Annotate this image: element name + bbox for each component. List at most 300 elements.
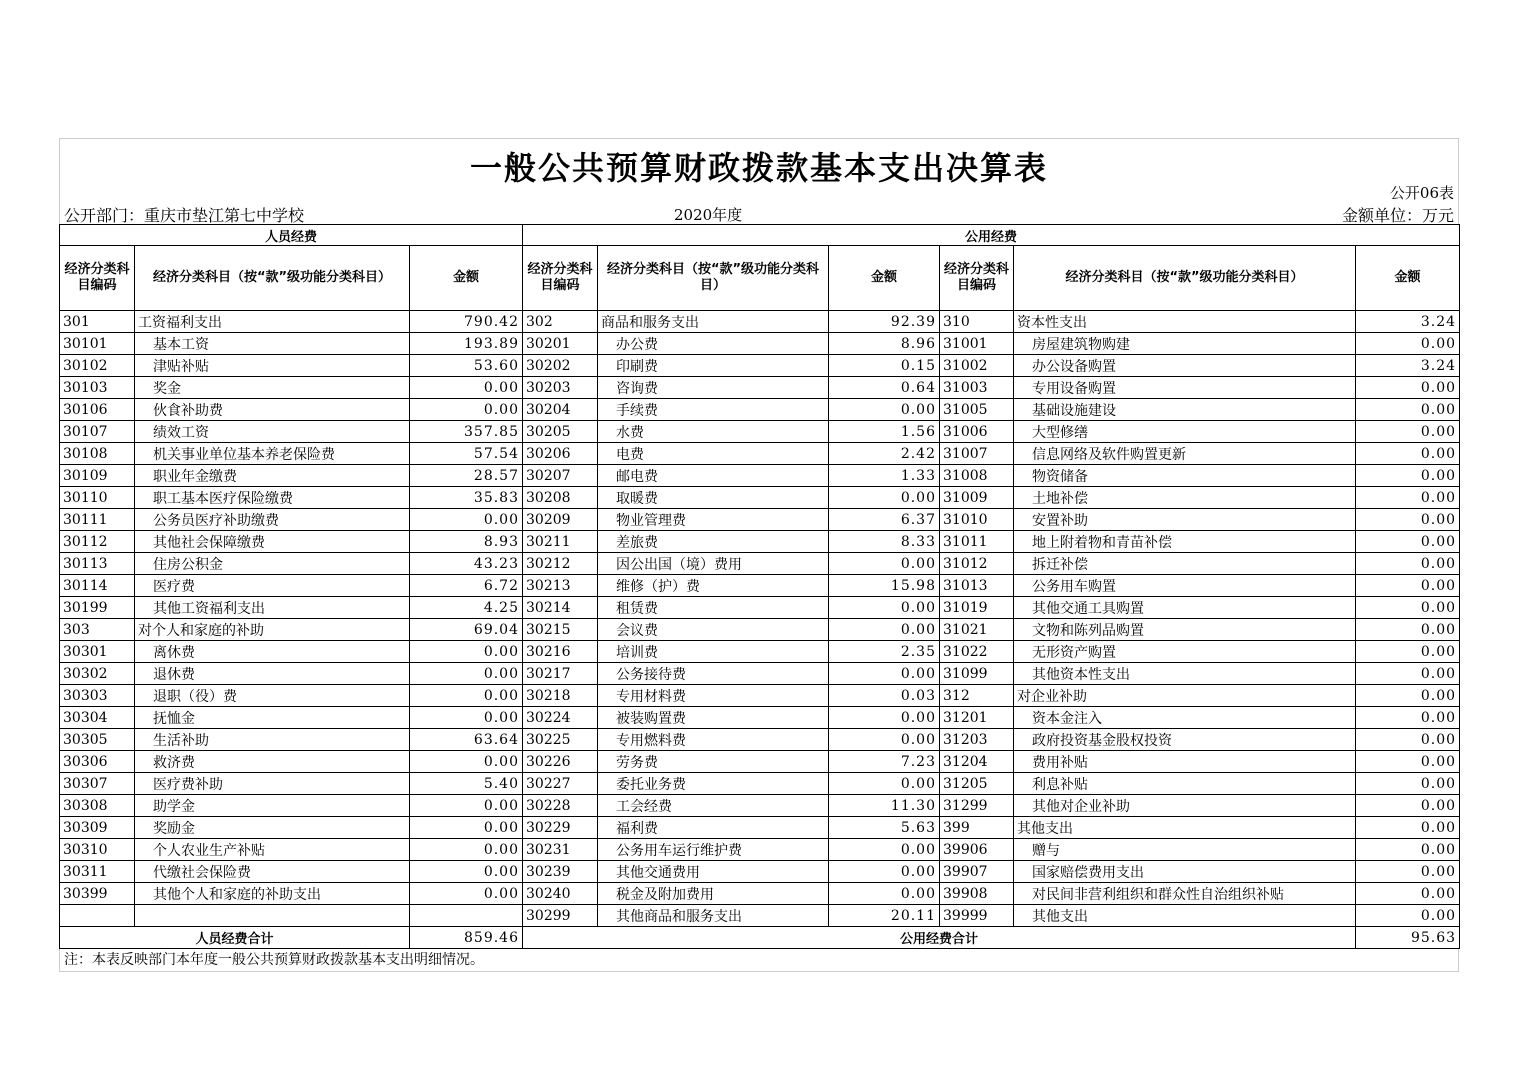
code-cell: 30215 bbox=[523, 619, 598, 641]
name-cell: 住房公积金 bbox=[135, 553, 410, 575]
table-row bbox=[60, 487, 1460, 509]
amount-cell: 0.00 bbox=[1356, 817, 1460, 839]
table-row bbox=[60, 597, 1460, 619]
name-cell: 专用材料费 bbox=[598, 685, 829, 707]
code-cell: 30228 bbox=[523, 795, 598, 817]
name-cell: 资本性支出 bbox=[1014, 311, 1356, 333]
amount-cell: 6.37 bbox=[829, 509, 940, 531]
code-cell: 31003 bbox=[940, 377, 1014, 399]
amount-cell: 0.00 bbox=[1356, 421, 1460, 443]
amount-cell: 2.35 bbox=[829, 641, 940, 663]
name-cell: 印刷费 bbox=[598, 355, 829, 377]
code-cell: 301 bbox=[60, 311, 135, 333]
table-row bbox=[60, 663, 1460, 685]
code-cell: 30109 bbox=[60, 465, 135, 487]
code-cell: 31204 bbox=[940, 751, 1014, 773]
name-cell: 商品和服务支出 bbox=[598, 311, 829, 333]
code-cell: 30216 bbox=[523, 641, 598, 663]
code-cell: 30309 bbox=[60, 817, 135, 839]
code-cell: 30111 bbox=[60, 509, 135, 531]
name-cell: 物业管理费 bbox=[598, 509, 829, 531]
budget-sheet bbox=[59, 138, 1459, 972]
amount-cell: 53.60 bbox=[410, 355, 523, 377]
personnel-total-amount: 859.46 bbox=[410, 927, 523, 949]
amount-cell: 193.89 bbox=[410, 333, 523, 355]
name-cell: 其他交通费用 bbox=[598, 861, 829, 883]
amount-cell: 28.57 bbox=[410, 465, 523, 487]
totals-row bbox=[60, 927, 1460, 949]
col-code-1: 经济分类科目编码 bbox=[60, 246, 135, 311]
amount-cell: 0.00 bbox=[1356, 333, 1460, 355]
col-code-3: 经济分类科目编码 bbox=[940, 246, 1014, 311]
name-cell: 生活补助 bbox=[135, 729, 410, 751]
amount-cell: 0.00 bbox=[1356, 377, 1460, 399]
name-cell: 抚恤金 bbox=[135, 707, 410, 729]
code-cell: 30240 bbox=[523, 883, 598, 905]
code-cell: 30217 bbox=[523, 663, 598, 685]
amount-cell: 0.00 bbox=[829, 487, 940, 509]
name-cell: 土地补偿 bbox=[1014, 487, 1356, 509]
amount-cell: 0.00 bbox=[1356, 597, 1460, 619]
code-cell bbox=[60, 905, 135, 927]
code-cell: 31021 bbox=[940, 619, 1014, 641]
code-cell: 30303 bbox=[60, 685, 135, 707]
amount-cell: 0.00 bbox=[410, 839, 523, 861]
name-cell: 国家赔偿费用支出 bbox=[1014, 861, 1356, 883]
amount-cell: 0.00 bbox=[410, 509, 523, 531]
code-cell: 30110 bbox=[60, 487, 135, 509]
page-title: 一般公共预算财政拨款基本支出决算表 bbox=[469, 149, 1048, 187]
name-cell: 奖励金 bbox=[135, 817, 410, 839]
name-cell: 绩效工资 bbox=[135, 421, 410, 443]
amount-cell: 0.03 bbox=[829, 685, 940, 707]
amount-cell: 6.72 bbox=[410, 575, 523, 597]
name-cell: 基本工资 bbox=[135, 333, 410, 355]
footnote: 注：本表反映部门本年度一般公共预算财政拨款基本支出明细情况。 bbox=[59, 949, 1459, 972]
col-name-2: 经济分类科目（按“款”级功能分类科目） bbox=[598, 246, 829, 311]
code-cell: 30214 bbox=[523, 597, 598, 619]
expenditure-table bbox=[59, 224, 1460, 949]
name-cell: 公务员医疗补助缴费 bbox=[135, 509, 410, 531]
column-header-row bbox=[60, 246, 1460, 311]
name-cell: 奖金 bbox=[135, 377, 410, 399]
amount-cell: 0.00 bbox=[829, 729, 940, 751]
code-cell: 30199 bbox=[60, 597, 135, 619]
amount-cell: 57.54 bbox=[410, 443, 523, 465]
code-cell: 30207 bbox=[523, 465, 598, 487]
table-row bbox=[60, 839, 1460, 861]
code-cell: 30231 bbox=[523, 839, 598, 861]
amount-cell: 0.64 bbox=[829, 377, 940, 399]
table-row bbox=[60, 707, 1460, 729]
amount-cell: 0.00 bbox=[1356, 509, 1460, 531]
group-header-row bbox=[60, 225, 1460, 246]
amount-cell: 0.00 bbox=[1356, 707, 1460, 729]
amount-cell: 3.24 bbox=[1356, 355, 1460, 377]
public-total-amount: 95.63 bbox=[1356, 927, 1460, 949]
code-cell: 30201 bbox=[523, 333, 598, 355]
name-cell: 信息网络及软件购置更新 bbox=[1014, 443, 1356, 465]
name-cell: 赠与 bbox=[1014, 839, 1356, 861]
amount-cell: 0.00 bbox=[410, 707, 523, 729]
name-cell: 专用设备购置 bbox=[1014, 377, 1356, 399]
name-cell: 因公出国（境）费用 bbox=[598, 553, 829, 575]
name-cell: 其他个人和家庭的补助支出 bbox=[135, 883, 410, 905]
amount-cell: 5.40 bbox=[410, 773, 523, 795]
table-row bbox=[60, 641, 1460, 663]
amount-cell: 0.15 bbox=[829, 355, 940, 377]
code-cell: 30308 bbox=[60, 795, 135, 817]
name-cell: 资本金注入 bbox=[1014, 707, 1356, 729]
name-cell: 费用补贴 bbox=[1014, 751, 1356, 773]
amount-cell: 0.00 bbox=[1356, 729, 1460, 751]
amount-cell: 0.00 bbox=[1356, 575, 1460, 597]
amount-cell: 0.00 bbox=[410, 817, 523, 839]
amount-cell: 0.00 bbox=[1356, 905, 1460, 927]
col-name-3: 经济分类科目（按“款”级功能分类科目） bbox=[1014, 246, 1356, 311]
name-cell: 职工基本医疗保险缴费 bbox=[135, 487, 410, 509]
code-cell: 399 bbox=[940, 817, 1014, 839]
amount-cell: 0.00 bbox=[1356, 399, 1460, 421]
name-cell: 培训费 bbox=[598, 641, 829, 663]
amount-cell: 0.00 bbox=[829, 597, 940, 619]
amount-cell: 20.11 bbox=[829, 905, 940, 927]
code-cell: 30218 bbox=[523, 685, 598, 707]
name-cell: 水费 bbox=[598, 421, 829, 443]
name-cell: 咨询费 bbox=[598, 377, 829, 399]
code-cell: 30227 bbox=[523, 773, 598, 795]
amount-cell: 7.23 bbox=[829, 751, 940, 773]
table-row bbox=[60, 575, 1460, 597]
code-cell: 30206 bbox=[523, 443, 598, 465]
code-cell: 39999 bbox=[940, 905, 1014, 927]
amount-cell: 8.96 bbox=[829, 333, 940, 355]
name-cell: 办公设备购置 bbox=[1014, 355, 1356, 377]
name-cell bbox=[135, 905, 410, 927]
amount-cell: 0.00 bbox=[1356, 861, 1460, 883]
group-public: 公用经费 bbox=[523, 225, 1460, 246]
name-cell: 退职（役）费 bbox=[135, 685, 410, 707]
name-cell: 福利费 bbox=[598, 817, 829, 839]
name-cell: 其他支出 bbox=[1014, 905, 1356, 927]
amount-cell: 1.56 bbox=[829, 421, 940, 443]
name-cell: 安置补助 bbox=[1014, 509, 1356, 531]
code-cell: 30114 bbox=[60, 575, 135, 597]
amount-cell: 0.00 bbox=[829, 773, 940, 795]
code-cell: 31006 bbox=[940, 421, 1014, 443]
col-amount-3: 金额 bbox=[1356, 246, 1460, 311]
col-amount-2: 金额 bbox=[829, 246, 940, 311]
amount-cell: 0.00 bbox=[410, 663, 523, 685]
name-cell: 政府投资基金股权投资 bbox=[1014, 729, 1356, 751]
amount-cell: 35.83 bbox=[410, 487, 523, 509]
table-row bbox=[60, 531, 1460, 553]
code-cell: 31099 bbox=[940, 663, 1014, 685]
amount-cell: 69.04 bbox=[410, 619, 523, 641]
amount-cell: 0.00 bbox=[410, 685, 523, 707]
name-cell: 其他对企业补助 bbox=[1014, 795, 1356, 817]
name-cell: 公务用车购置 bbox=[1014, 575, 1356, 597]
code-cell: 30205 bbox=[523, 421, 598, 443]
code-cell: 31201 bbox=[940, 707, 1014, 729]
code-cell: 30203 bbox=[523, 377, 598, 399]
name-cell: 税金及附加费用 bbox=[598, 883, 829, 905]
name-cell: 医疗费 bbox=[135, 575, 410, 597]
name-cell: 物资储备 bbox=[1014, 465, 1356, 487]
name-cell: 代缴社会保险费 bbox=[135, 861, 410, 883]
name-cell: 劳务费 bbox=[598, 751, 829, 773]
amount-cell: 8.93 bbox=[410, 531, 523, 553]
code-cell: 39906 bbox=[940, 839, 1014, 861]
code-cell: 30112 bbox=[60, 531, 135, 553]
code-cell: 30102 bbox=[60, 355, 135, 377]
code-cell: 30305 bbox=[60, 729, 135, 751]
amount-cell: 0.00 bbox=[410, 795, 523, 817]
table-row bbox=[60, 619, 1460, 641]
code-cell: 312 bbox=[940, 685, 1014, 707]
code-cell: 31010 bbox=[940, 509, 1014, 531]
code-cell: 30202 bbox=[523, 355, 598, 377]
amount-cell: 11.30 bbox=[829, 795, 940, 817]
code-cell: 30304 bbox=[60, 707, 135, 729]
name-cell: 利息补贴 bbox=[1014, 773, 1356, 795]
name-cell: 其他商品和服务支出 bbox=[598, 905, 829, 927]
name-cell: 救济费 bbox=[135, 751, 410, 773]
code-cell: 302 bbox=[523, 311, 598, 333]
amount-cell: 0.00 bbox=[829, 883, 940, 905]
amount-cell: 0.00 bbox=[1356, 663, 1460, 685]
name-cell: 租赁费 bbox=[598, 597, 829, 619]
amount-cell: 0.00 bbox=[1356, 795, 1460, 817]
name-cell: 其他资本性支出 bbox=[1014, 663, 1356, 685]
table-row bbox=[60, 509, 1460, 531]
table-row bbox=[60, 729, 1460, 751]
amount-cell: 0.00 bbox=[410, 861, 523, 883]
table-row bbox=[60, 685, 1460, 707]
name-cell: 基础设施建设 bbox=[1014, 399, 1356, 421]
amount-cell: 357.85 bbox=[410, 421, 523, 443]
code-cell: 30213 bbox=[523, 575, 598, 597]
amount-cell: 63.64 bbox=[410, 729, 523, 751]
table-row bbox=[60, 883, 1460, 905]
amount-cell: 5.63 bbox=[829, 817, 940, 839]
code-cell: 30399 bbox=[60, 883, 135, 905]
table-row bbox=[60, 751, 1460, 773]
public-total-label: 公用经费合计 bbox=[523, 927, 1356, 949]
name-cell: 会议费 bbox=[598, 619, 829, 641]
amount-cell: 0.00 bbox=[1356, 553, 1460, 575]
name-cell: 对民间非营利组织和群众性自治组织补贴 bbox=[1014, 883, 1356, 905]
amount-cell: 0.00 bbox=[410, 641, 523, 663]
amount-cell: 1.33 bbox=[829, 465, 940, 487]
name-cell: 公务接待费 bbox=[598, 663, 829, 685]
code-cell: 30310 bbox=[60, 839, 135, 861]
name-cell: 其他支出 bbox=[1014, 817, 1356, 839]
code-cell: 30101 bbox=[60, 333, 135, 355]
code-cell: 30301 bbox=[60, 641, 135, 663]
code-cell: 30209 bbox=[523, 509, 598, 531]
table-row bbox=[60, 377, 1460, 399]
amount-cell: 0.00 bbox=[829, 861, 940, 883]
name-cell: 医疗费补助 bbox=[135, 773, 410, 795]
amount-cell: 8.33 bbox=[829, 531, 940, 553]
code-cell: 31205 bbox=[940, 773, 1014, 795]
name-cell: 房屋建筑物购建 bbox=[1014, 333, 1356, 355]
code-cell: 30307 bbox=[60, 773, 135, 795]
code-cell: 31013 bbox=[940, 575, 1014, 597]
code-cell: 31012 bbox=[940, 553, 1014, 575]
code-cell: 30306 bbox=[60, 751, 135, 773]
name-cell: 委托业务费 bbox=[598, 773, 829, 795]
table-row bbox=[60, 465, 1460, 487]
amount-cell: 92.39 bbox=[829, 311, 940, 333]
amount-cell: 0.00 bbox=[829, 553, 940, 575]
amount-cell: 0.00 bbox=[1356, 443, 1460, 465]
code-cell: 310 bbox=[940, 311, 1014, 333]
name-cell: 被装购置费 bbox=[598, 707, 829, 729]
name-cell: 其他社会保障缴费 bbox=[135, 531, 410, 553]
code-cell: 31008 bbox=[940, 465, 1014, 487]
name-cell: 地上附着物和青苗补偿 bbox=[1014, 531, 1356, 553]
name-cell: 其他工资福利支出 bbox=[135, 597, 410, 619]
code-cell: 30226 bbox=[523, 751, 598, 773]
name-cell: 机关事业单位基本养老保险费 bbox=[135, 443, 410, 465]
table-row bbox=[60, 861, 1460, 883]
code-cell: 31007 bbox=[940, 443, 1014, 465]
name-cell: 专用燃料费 bbox=[598, 729, 829, 751]
form-number-row bbox=[59, 181, 1459, 202]
table-row bbox=[60, 443, 1460, 465]
amount-cell: 4.25 bbox=[410, 597, 523, 619]
code-cell: 30229 bbox=[523, 817, 598, 839]
amount-cell: 0.00 bbox=[1356, 839, 1460, 861]
name-cell: 文物和陈列品购置 bbox=[1014, 619, 1356, 641]
col-code-2: 经济分类科目编码 bbox=[523, 246, 598, 311]
name-cell: 手续费 bbox=[598, 399, 829, 421]
code-cell: 31001 bbox=[940, 333, 1014, 355]
name-cell: 个人农业生产补贴 bbox=[135, 839, 410, 861]
name-cell: 其他交通工具购置 bbox=[1014, 597, 1356, 619]
amount-cell: 0.00 bbox=[410, 883, 523, 905]
amount-cell: 0.00 bbox=[829, 663, 940, 685]
amount-cell: 0.00 bbox=[1356, 531, 1460, 553]
name-cell: 办公费 bbox=[598, 333, 829, 355]
meta-row bbox=[59, 202, 1459, 224]
name-cell: 对个人和家庭的补助 bbox=[135, 619, 410, 641]
table-row bbox=[60, 905, 1460, 927]
code-cell: 31002 bbox=[940, 355, 1014, 377]
name-cell: 取暖费 bbox=[598, 487, 829, 509]
code-cell: 30299 bbox=[523, 905, 598, 927]
amount-cell: 2.42 bbox=[829, 443, 940, 465]
code-cell: 31019 bbox=[940, 597, 1014, 619]
code-cell: 31011 bbox=[940, 531, 1014, 553]
code-cell: 30211 bbox=[523, 531, 598, 553]
amount-cell: 3.24 bbox=[1356, 311, 1460, 333]
amount-cell: 15.98 bbox=[829, 575, 940, 597]
table-row bbox=[60, 333, 1460, 355]
amount-cell: 0.00 bbox=[1356, 487, 1460, 509]
table-row bbox=[60, 773, 1460, 795]
amount-cell: 0.00 bbox=[410, 751, 523, 773]
amount-cell: 0.00 bbox=[829, 619, 940, 641]
name-cell: 拆迁补偿 bbox=[1014, 553, 1356, 575]
code-cell: 30302 bbox=[60, 663, 135, 685]
table-row bbox=[60, 355, 1460, 377]
amount-cell: 0.00 bbox=[410, 399, 523, 421]
table-row bbox=[60, 553, 1460, 575]
code-cell: 30107 bbox=[60, 421, 135, 443]
personnel-total-label: 人员经费合计 bbox=[60, 927, 410, 949]
unit-label: 金额单位：万元 bbox=[1341, 206, 1454, 225]
name-cell: 对企业补助 bbox=[1014, 685, 1356, 707]
amount-cell: 0.00 bbox=[829, 839, 940, 861]
code-cell: 30113 bbox=[60, 553, 135, 575]
code-cell: 30208 bbox=[523, 487, 598, 509]
name-cell: 工资福利支出 bbox=[135, 311, 410, 333]
name-cell: 离休费 bbox=[135, 641, 410, 663]
code-cell: 30108 bbox=[60, 443, 135, 465]
amount-cell: 0.00 bbox=[829, 707, 940, 729]
code-cell: 30239 bbox=[523, 861, 598, 883]
table-row bbox=[60, 399, 1460, 421]
code-cell: 30225 bbox=[523, 729, 598, 751]
amount-cell: 0.00 bbox=[1356, 883, 1460, 905]
code-cell: 31009 bbox=[940, 487, 1014, 509]
table-row bbox=[60, 817, 1460, 839]
col-amount-1: 金额 bbox=[410, 246, 523, 311]
name-cell: 伙食补助费 bbox=[135, 399, 410, 421]
code-cell: 30212 bbox=[523, 553, 598, 575]
name-cell: 退休费 bbox=[135, 663, 410, 685]
department-label: 公开部门：重庆市垫江第七中学校 bbox=[64, 206, 305, 225]
amount-cell: 0.00 bbox=[1356, 751, 1460, 773]
amount-cell: 790.42 bbox=[410, 311, 523, 333]
table-row bbox=[60, 795, 1460, 817]
code-cell: 31203 bbox=[940, 729, 1014, 751]
table-row bbox=[60, 311, 1460, 333]
amount-cell: 0.00 bbox=[410, 377, 523, 399]
amount-cell: 0.00 bbox=[1356, 773, 1460, 795]
code-cell: 303 bbox=[60, 619, 135, 641]
code-cell: 30224 bbox=[523, 707, 598, 729]
code-cell: 39908 bbox=[940, 883, 1014, 905]
name-cell: 邮电费 bbox=[598, 465, 829, 487]
code-cell: 31299 bbox=[940, 795, 1014, 817]
amount-cell: 0.00 bbox=[1356, 641, 1460, 663]
name-cell: 维修（护）费 bbox=[598, 575, 829, 597]
code-cell: 31005 bbox=[940, 399, 1014, 421]
code-cell: 39907 bbox=[940, 861, 1014, 883]
code-cell: 30106 bbox=[60, 399, 135, 421]
name-cell: 公务用车运行维护费 bbox=[598, 839, 829, 861]
amount-cell: 0.00 bbox=[1356, 619, 1460, 641]
name-cell: 津贴补贴 bbox=[135, 355, 410, 377]
group-personnel: 人员经费 bbox=[60, 225, 523, 246]
table-row bbox=[60, 421, 1460, 443]
code-cell: 30103 bbox=[60, 377, 135, 399]
col-name-1: 经济分类科目（按“款”级功能分类科目） bbox=[135, 246, 410, 311]
name-cell: 职业年金缴费 bbox=[135, 465, 410, 487]
code-cell: 31022 bbox=[940, 641, 1014, 663]
name-cell: 无形资产购置 bbox=[1014, 641, 1356, 663]
amount-cell bbox=[410, 905, 523, 927]
name-cell: 大型修缮 bbox=[1014, 421, 1356, 443]
name-cell: 差旅费 bbox=[598, 531, 829, 553]
code-cell: 30311 bbox=[60, 861, 135, 883]
amount-cell: 43.23 bbox=[410, 553, 523, 575]
name-cell: 工会经费 bbox=[598, 795, 829, 817]
